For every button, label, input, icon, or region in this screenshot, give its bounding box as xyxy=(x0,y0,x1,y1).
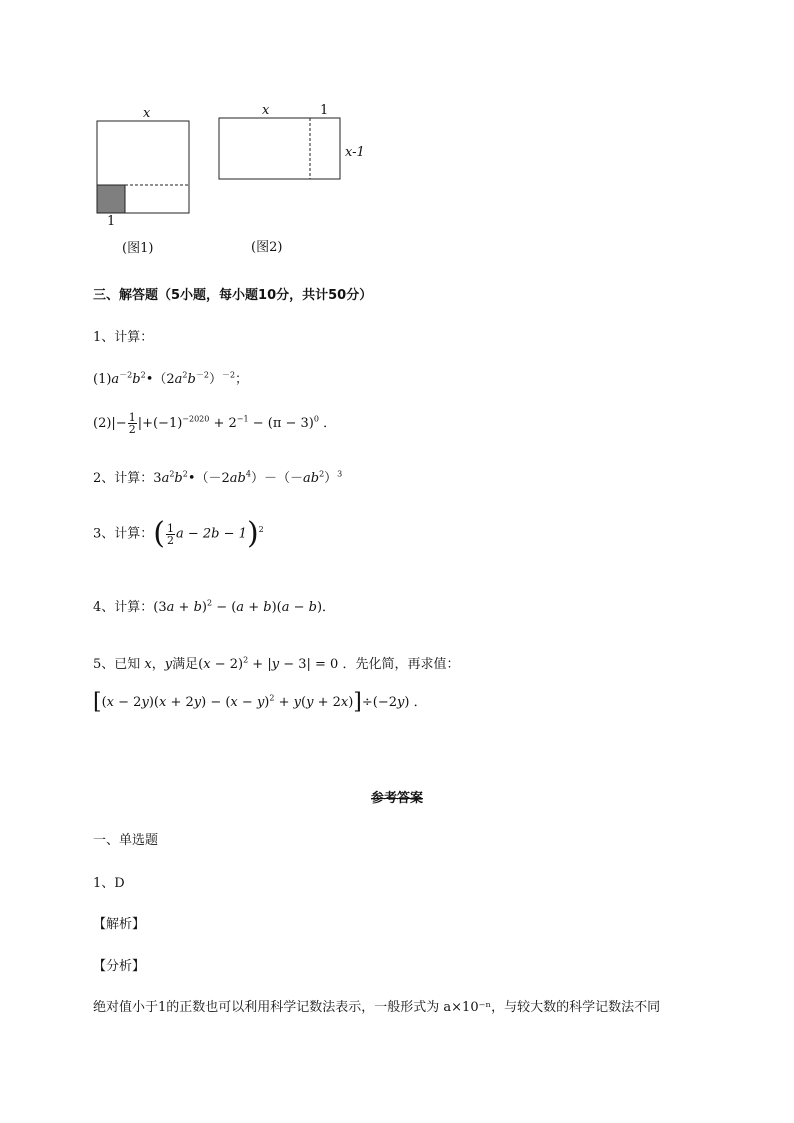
fig2-top-label-one: 1 xyxy=(320,103,329,118)
fig1-caption: (图1) xyxy=(122,241,154,256)
q1-part2: (2)|− $\frac{1}{2}$ $|+(-1)^{-2020} + 2^{-1} - (\pi - 3)^0$ ． xyxy=(93,411,337,436)
answers-section1: 一、单选题 xyxy=(93,833,159,848)
q5-label-b: 满足 xyxy=(172,657,199,672)
answer-1: 1、D xyxy=(93,876,125,891)
q3-expression: a − 2b − 1 xyxy=(176,526,247,542)
q5-label-c: ．先化简，再求值： xyxy=(342,657,460,672)
q1-part2-fraction: $\frac{1}{2}$ xyxy=(128,411,136,436)
section3-heading: 三、解答题（5小题，每小题10分，共计50分） xyxy=(93,288,373,303)
figure-2 xyxy=(219,118,340,179)
answer-jiexi: 【解析】 xyxy=(93,917,146,932)
q3-label: 3、计算： xyxy=(93,526,154,542)
fig1-top-label: x xyxy=(143,106,151,121)
q1-part2-prefix: (2) xyxy=(93,416,112,431)
q3-fraction: $\frac{1}{2}$ xyxy=(167,521,174,547)
q1-part1: $(1)a^{-2}b^2•(2a^2b^{-2})^{-2}$； xyxy=(93,370,249,387)
figure-1 xyxy=(97,121,189,213)
answer-text: 绝对值小于1的正数也可以利用科学记数法表示，一般形式为 a×10⁻ⁿ，与较大数的科学记数法不同 xyxy=(93,1000,661,1015)
fig2-caption: (图2) xyxy=(251,240,283,255)
q5-label-a: 5、已知 xyxy=(93,657,141,672)
q4-label: 4、计算： xyxy=(93,600,154,615)
q2-label: 2、计算： xyxy=(93,471,154,486)
figures-svg xyxy=(0,0,794,270)
fig2-side-label: x-1 xyxy=(345,145,365,160)
fig2-top-label-x: x xyxy=(262,103,270,118)
answer-fenxi: 【分析】 xyxy=(93,959,146,974)
q2: 2、计算：$3a^2b^2•(-2ab^4)-(-ab^2)^3$ xyxy=(93,469,343,486)
q1-part1-prefix: (1) xyxy=(93,372,112,387)
q3-exponent: 2 xyxy=(258,525,264,535)
q5-line2: $[(x - 2y)(x + 2y) - (x - y)^2 + y(y + 2x)]\div(-2y)$ ． xyxy=(93,689,427,715)
q3: 3、计算：( $\frac{1}{2}$ a − 2b − 1)$^2$ xyxy=(93,516,264,551)
fig1-shaded-square xyxy=(97,185,125,213)
q5-line1: 5、已知 x，y满足$(x - 2)^2 + |y - 3| = 0$ ．先化简，再求值： xyxy=(93,655,460,672)
answers-title: 参考答案 xyxy=(370,791,423,806)
q4: 4、计算：$(3a + b)^2 - (a + b)(a - b)$． xyxy=(93,598,336,615)
fig2-rectangle xyxy=(219,118,340,179)
fig1-bottom-label: 1 xyxy=(107,214,116,229)
q1-label: 1、计算： xyxy=(93,330,154,345)
